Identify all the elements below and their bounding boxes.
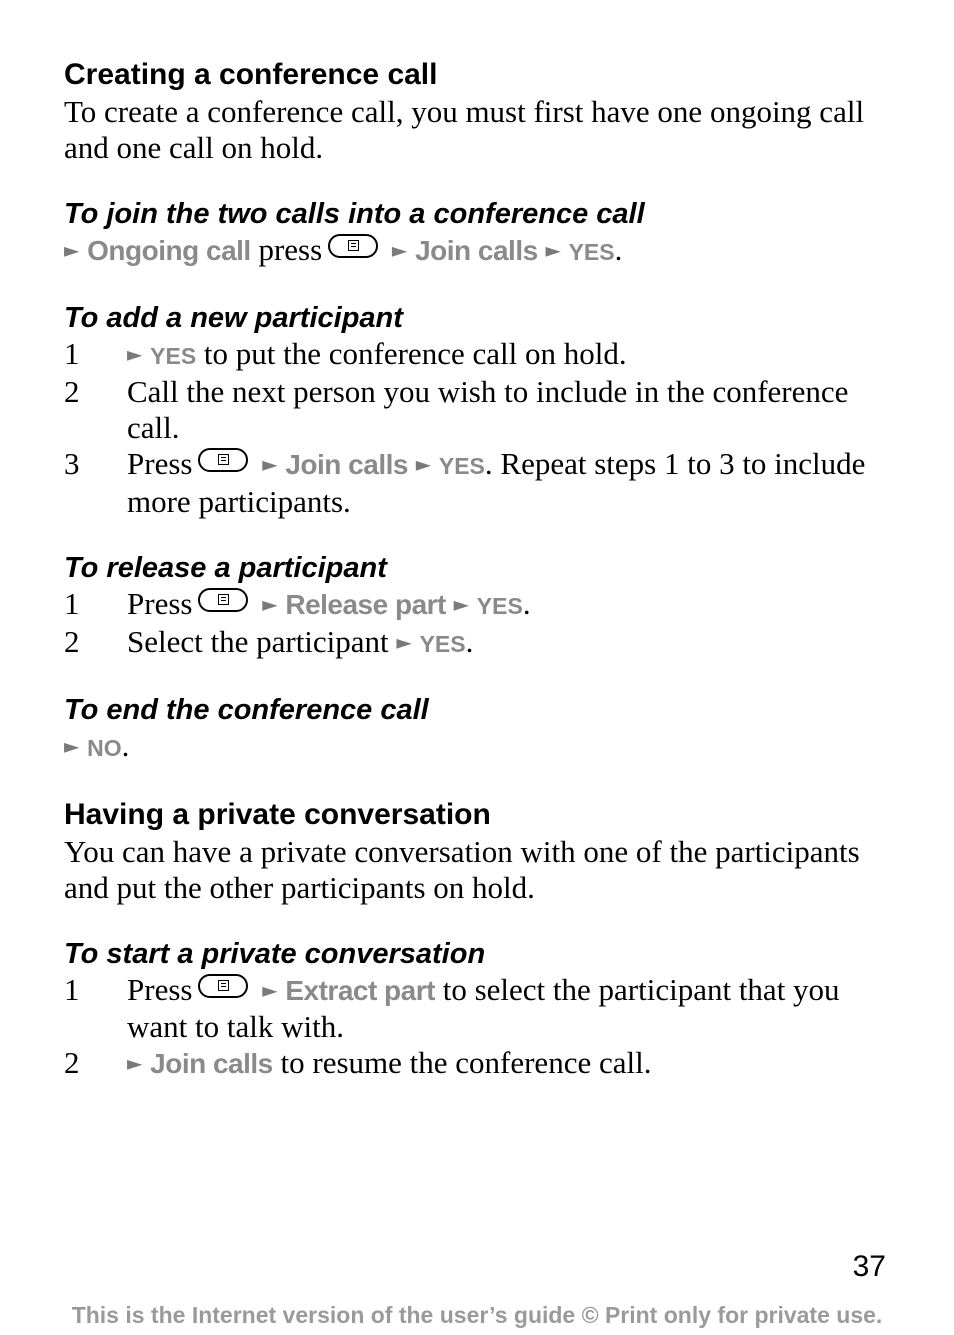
step-number: 2 (64, 624, 80, 659)
step-number: 1 (64, 586, 80, 621)
join-instruction (64, 232, 894, 270)
subtitle-join: To join the two calls into a conference call (64, 198, 645, 230)
arrow-icon: ► (415, 452, 432, 476)
menu-key-icon (198, 448, 248, 472)
list-item (64, 336, 894, 374)
arrow-icon: ► (396, 630, 412, 654)
footer-note: This is the Internet version of the user’s guide © Print only for private use. (71, 1302, 883, 1328)
subtitle-end-conference: To end the conference call (64, 694, 429, 726)
list-item (64, 586, 894, 624)
menu-item-join-calls: Join calls (285, 449, 408, 480)
manual-page (64, 56, 894, 1082)
softkey-yes: YES (419, 631, 466, 657)
softkey-yes: YES (476, 593, 523, 619)
step-text: Press ► Join calls ► YES. Repeat steps 1 to 3 to include more participants. (127, 446, 866, 519)
start-private-steps (64, 972, 894, 1082)
arrow-icon: ► (545, 238, 561, 262)
private-body: You can have a private conversation with one of the participants and put the other participants on hold. (64, 834, 860, 905)
arrow-icon: ► (262, 978, 278, 1002)
arrow-icon: ► (64, 734, 80, 758)
step-text: ► YES to put the conference call on hold. (127, 336, 627, 371)
softkey-no: NO (87, 735, 122, 761)
arrow-icon: ► (262, 592, 278, 616)
arrow-icon: ► (391, 238, 408, 262)
step-number: 2 (64, 1045, 80, 1080)
softkey-yes: YES (438, 453, 485, 479)
section-title-private: Having a private conversation (64, 798, 491, 831)
add-participant-steps (64, 336, 894, 520)
menu-item-join-calls: Join calls (150, 1048, 273, 1079)
menu-key-icon (328, 234, 378, 258)
menu-item-ongoing-call: Ongoing call (87, 235, 251, 266)
creating-body: To create a conference call, you must first have one ongoing call and one call on hold. (64, 94, 865, 165)
softkey-yes: YES (150, 343, 197, 369)
step-text: ► Join calls to resume the conference call. (127, 1045, 652, 1080)
section-title-creating: Creating a conference call (64, 58, 438, 91)
list-item (64, 446, 894, 520)
arrow-icon: ► (127, 342, 143, 366)
menu-item-join-calls: Join calls (415, 235, 538, 266)
subtitle-release-participant: To release a participant (64, 552, 387, 584)
step-number: 1 (64, 336, 80, 371)
softkey-yes: YES (568, 239, 615, 265)
release-participant-steps (64, 586, 894, 662)
subtitle-start-private: To start a private conversation (64, 938, 486, 970)
step-text: Press ► Extract part to select the participant that you want to talk with. (127, 972, 840, 1044)
arrow-icon: ► (127, 1051, 143, 1075)
end-instruction: ► NO. (64, 728, 130, 763)
menu-item-release-part: Release part (285, 589, 446, 620)
subtitle-add-participant: To add a new participant (64, 302, 403, 334)
list-item (64, 1045, 894, 1082)
menu-item-extract-part: Extract part (285, 975, 435, 1006)
menu-key-icon (198, 588, 248, 612)
step-text: Select the participant ► YES. (127, 624, 474, 659)
arrow-icon: ► (64, 238, 80, 262)
menu-key-icon (198, 974, 248, 998)
step-text: Press ► Release part ► YES. (127, 586, 531, 621)
arrow-icon: ► (453, 592, 470, 616)
join-end: . (614, 232, 623, 267)
step-number: 3 (64, 446, 80, 481)
arrow-icon: ► (262, 452, 278, 476)
join-press-text: press (258, 232, 323, 267)
step-text: Call the next person you wish to include in the conference call. (127, 374, 849, 445)
list-item (64, 374, 894, 446)
step-number: 2 (64, 374, 80, 409)
step-number: 1 (64, 972, 80, 1007)
list-item (64, 972, 894, 1045)
list-item (64, 624, 894, 662)
page-number: 37 (852, 1250, 886, 1283)
